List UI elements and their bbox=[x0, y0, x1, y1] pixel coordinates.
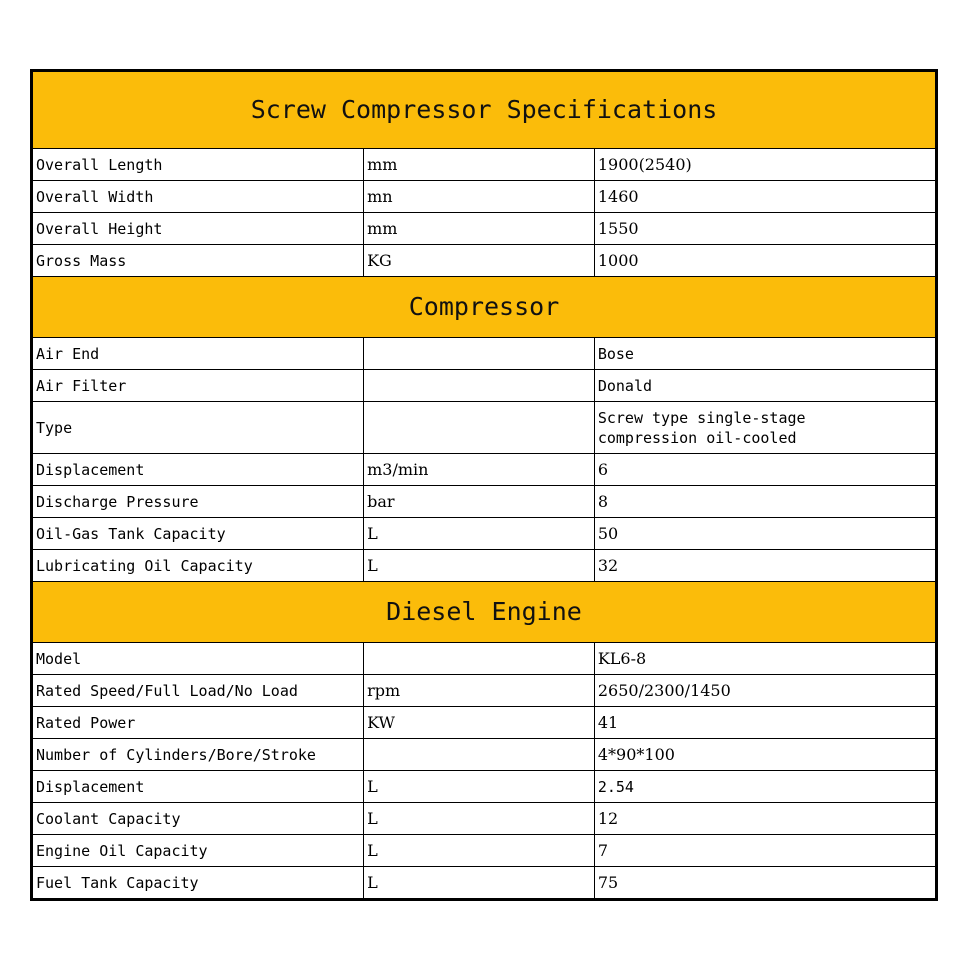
section-title: Screw Compressor Specifications bbox=[32, 71, 937, 149]
row-label: Type bbox=[32, 402, 364, 454]
row-value-line: compression oil-cooled bbox=[597, 428, 797, 447]
row-unit bbox=[364, 338, 595, 370]
table-row bbox=[32, 643, 937, 675]
row-value: 41 bbox=[594, 707, 936, 739]
row-unit: mm bbox=[364, 213, 595, 245]
row-value: 4*90*100 bbox=[594, 739, 936, 771]
row-unit: L bbox=[364, 771, 595, 803]
table-row bbox=[32, 771, 937, 803]
row-label: Number of Cylinders/Bore/Stroke bbox=[32, 739, 364, 771]
row-unit: L bbox=[364, 867, 595, 900]
table-row bbox=[32, 402, 937, 454]
table-row bbox=[32, 486, 937, 518]
row-unit: rpm bbox=[364, 675, 595, 707]
table-row bbox=[32, 338, 937, 370]
row-label: Fuel Tank Capacity bbox=[32, 867, 364, 900]
row-label: Discharge Pressure bbox=[32, 486, 364, 518]
row-label: Oil-Gas Tank Capacity bbox=[32, 518, 364, 550]
row-value: 1550 bbox=[594, 213, 936, 245]
row-label: Overall Width bbox=[32, 181, 364, 213]
section-title: Compressor bbox=[32, 277, 937, 338]
row-value: 6 bbox=[594, 454, 936, 486]
section-header-diesel-engine bbox=[32, 582, 937, 643]
row-value: Bose bbox=[594, 338, 936, 370]
row-label: Overall Length bbox=[32, 149, 364, 181]
row-unit: KG bbox=[364, 245, 595, 277]
section-title: Diesel Engine bbox=[32, 582, 937, 643]
row-value: 2.54 bbox=[594, 771, 936, 803]
row-value: KL6-8 bbox=[594, 643, 936, 675]
table-row bbox=[32, 454, 937, 486]
table-row bbox=[32, 707, 937, 739]
row-value-line: Screw type single-stage bbox=[597, 408, 806, 427]
row-label: Rated Speed/Full Load/No Load bbox=[32, 675, 364, 707]
row-value: 1000 bbox=[594, 245, 936, 277]
row-value: 7 bbox=[594, 835, 936, 867]
row-value: 2650/2300/1450 bbox=[594, 675, 936, 707]
row-value: 1900(2540) bbox=[594, 149, 936, 181]
row-unit: m3/min bbox=[364, 454, 595, 486]
row-value bbox=[594, 402, 936, 454]
table-row bbox=[32, 675, 937, 707]
section-header-compressor bbox=[32, 277, 937, 338]
row-value: 32 bbox=[594, 550, 936, 582]
row-value: 75 bbox=[594, 867, 936, 900]
row-label: Displacement bbox=[32, 771, 364, 803]
table-row bbox=[32, 518, 937, 550]
table-row bbox=[32, 739, 937, 771]
row-value: 1460 bbox=[594, 181, 936, 213]
row-value: 12 bbox=[594, 803, 936, 835]
row-unit: KW bbox=[364, 707, 595, 739]
row-unit: L bbox=[364, 803, 595, 835]
table-row bbox=[32, 181, 937, 213]
row-label: Lubricating Oil Capacity bbox=[32, 550, 364, 582]
table-row bbox=[32, 803, 937, 835]
row-unit: bar bbox=[364, 486, 595, 518]
row-unit: mn bbox=[364, 181, 595, 213]
row-unit: mm bbox=[364, 149, 595, 181]
table-row bbox=[32, 149, 937, 181]
row-label: Rated Power bbox=[32, 707, 364, 739]
table-row bbox=[32, 245, 937, 277]
row-unit: L bbox=[364, 550, 595, 582]
row-unit bbox=[364, 643, 595, 675]
row-value: 8 bbox=[594, 486, 936, 518]
row-label: Overall Height bbox=[32, 213, 364, 245]
row-label: Displacement bbox=[32, 454, 364, 486]
table-row bbox=[32, 550, 937, 582]
row-label: Coolant Capacity bbox=[32, 803, 364, 835]
row-label: Gross Mass bbox=[32, 245, 364, 277]
table-row bbox=[32, 213, 937, 245]
row-unit bbox=[364, 402, 595, 454]
row-label: Model bbox=[32, 643, 364, 675]
row-unit: L bbox=[364, 518, 595, 550]
spec-table bbox=[30, 69, 938, 901]
section-header-screw-compressor bbox=[32, 71, 937, 149]
row-value: 50 bbox=[594, 518, 936, 550]
row-unit bbox=[364, 739, 595, 771]
row-label: Air End bbox=[32, 338, 364, 370]
row-unit: L bbox=[364, 835, 595, 867]
row-value: Donald bbox=[594, 370, 936, 402]
row-unit bbox=[364, 370, 595, 402]
table-row bbox=[32, 867, 937, 900]
table-row bbox=[32, 370, 937, 402]
table-row bbox=[32, 835, 937, 867]
row-label: Air Filter bbox=[32, 370, 364, 402]
row-label: Engine Oil Capacity bbox=[32, 835, 364, 867]
